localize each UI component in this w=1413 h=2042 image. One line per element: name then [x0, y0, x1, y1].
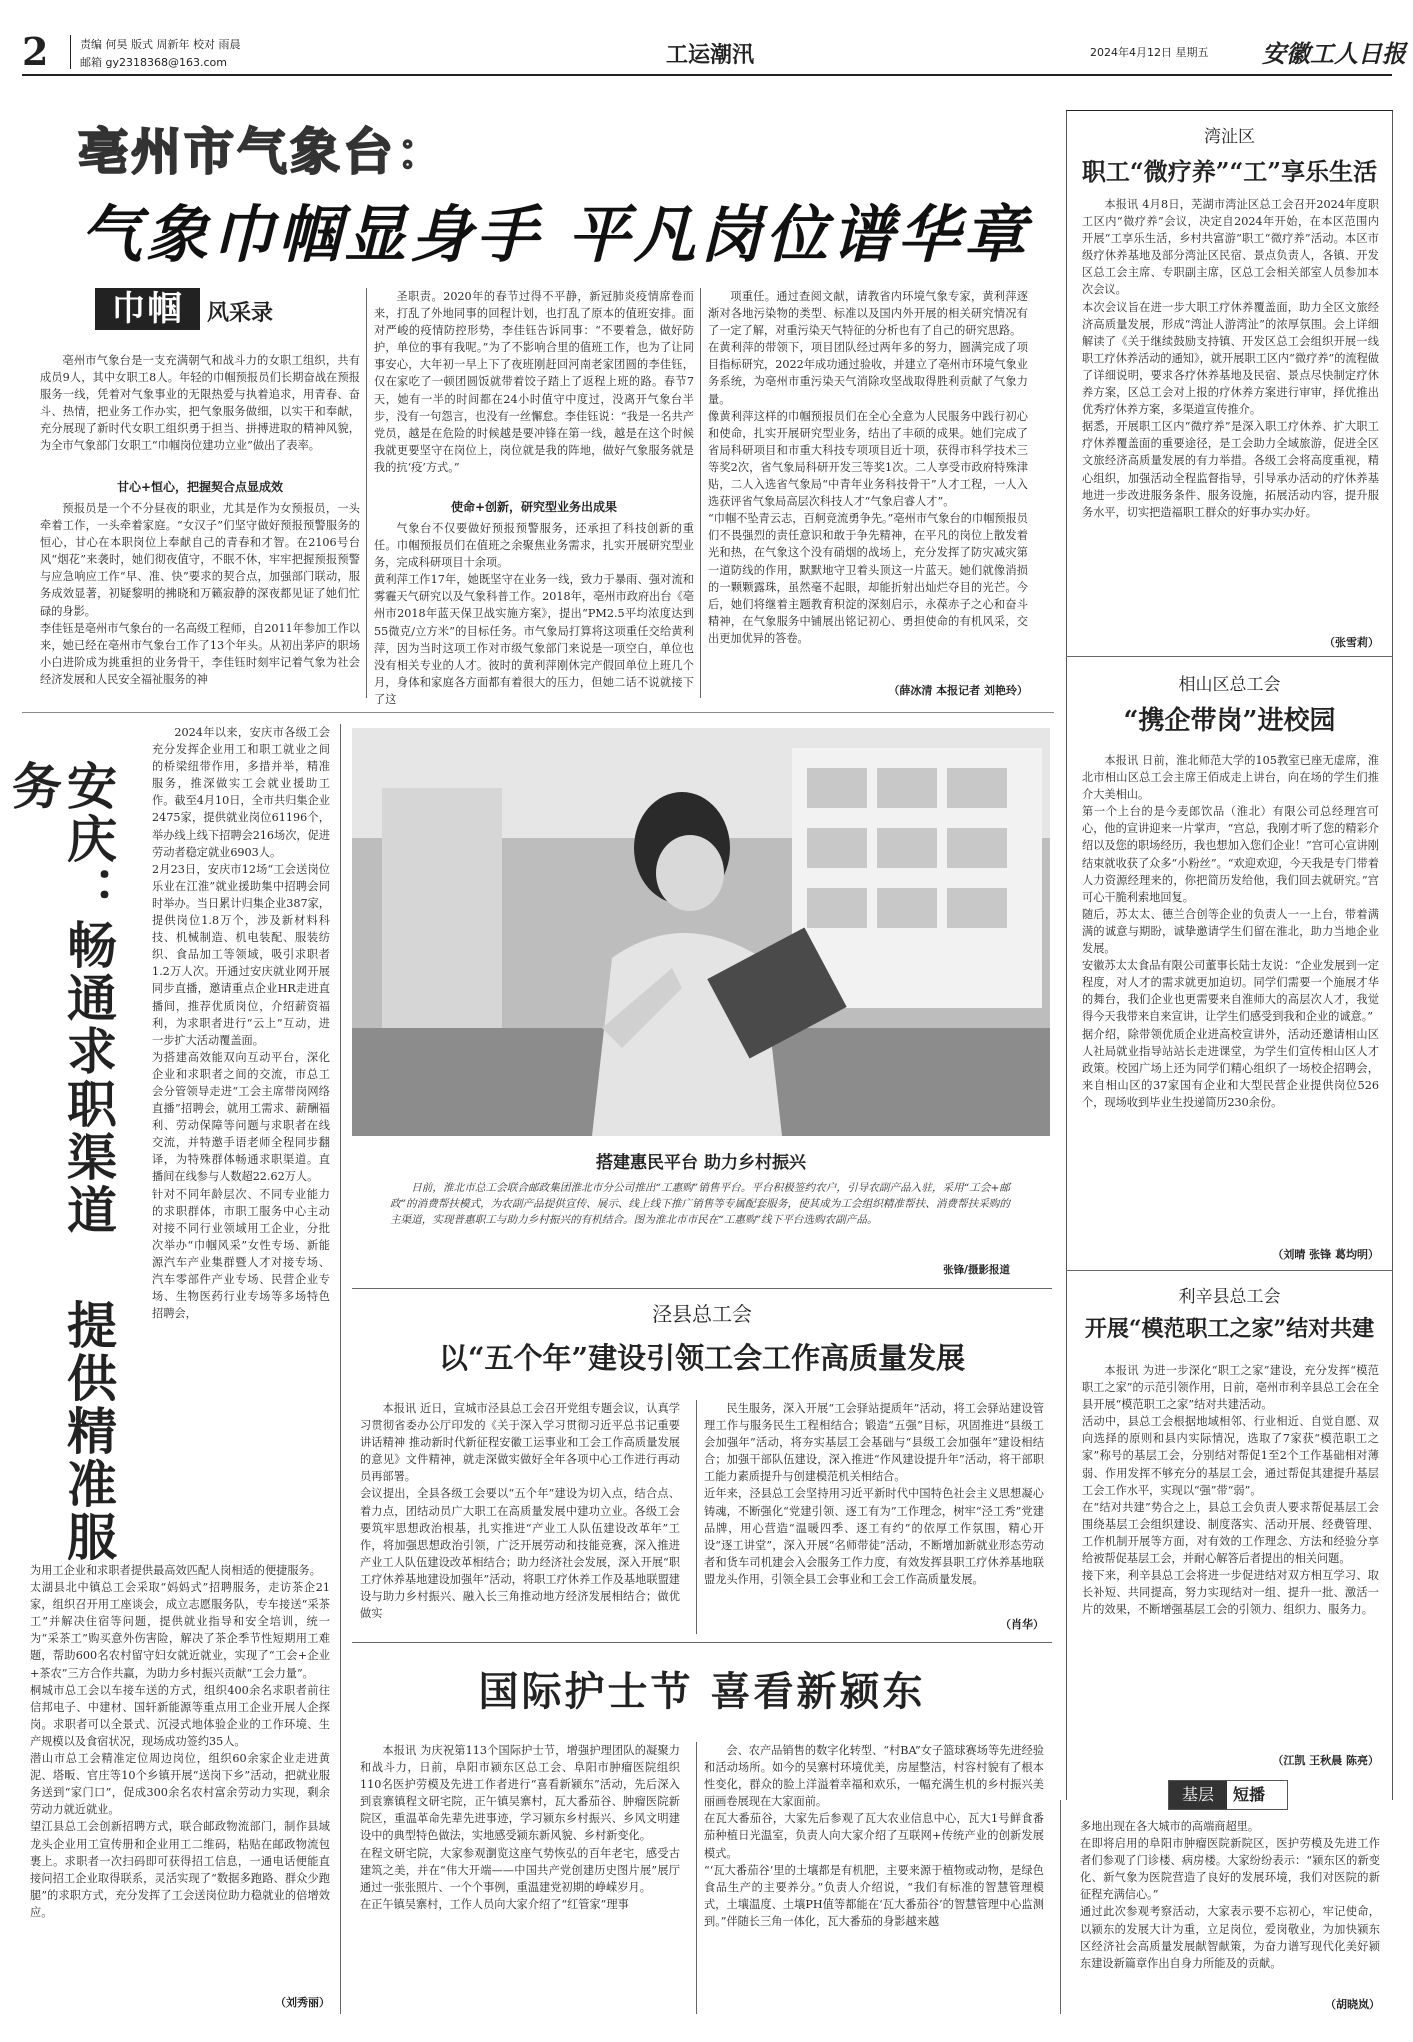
lead-kicker: 亳州市气象台：	[78, 123, 449, 181]
lixin-body: 本报讯 为进一步深化“职工之家”建设，充分发挥“模范职工之家”的示范引领作用，日前，亳州市利辛县总工会在全县开展“模范职工之家”结对共建活动。 活动中，县总工会根据地域相邻、行业相近、自觉自愿、双向选择的原则和县内实际情况，选取了7家获“模范职工之家”称号的基层工会，分别结对帮促1至2个工作基础相对薄弱、作用发挥不够充分的基层工会，通过帮促其建提升基层工会工作水平，实现以“强”带“弱”。 在“结对共建”势合之上，县总工会负责人要求帮促基层工会围绕基层工会组织建设、制度落实、活动开展、经费管理、工作机制开展等方面，对有效的工作理念、方法和经验分享给被帮促基层工会，并耐心解答后者提出的相关问题。 接下来，利辛县总工会将进一步促进结对双方相互学习、取长补短、共同提高，努力实现结对一组、提升一批、激活一片的效果，不断增强基层工会的引领力、组织力、服务力。	[1082, 1364, 1379, 1617]
news-photo	[352, 728, 1050, 1136]
lead-col2-body-2: 气象台不仅要做好预报预警服务，还承担了科技创新的重任。巾帼预报员们在值班之余聚焦业务需求，扎实开展研究型业务，完成科研项目十余项。 黄利萍工作17年，她既坚守在业务一线，致力于暴雨、强对流和雾霾天气研究以及气象科普工作。2018年，亳州市政府出台《亳州市2018年蓝天保卫战实施方案》，提出“PM2.5平均浓度达到55微克/立方米”的目标任务。市气象局打算将这项重任交给黄利萍，因为当时这项工作对市级气象部门来说是一项空白，单位也没有相关专业的人才。彼时的黄利萍刚休完产假回单位上班几个月，身体和家庭各方面都有着很大的压力，但她二话不说就接下了这	[374, 522, 694, 706]
jingxian-kicker: 泾县总工会	[652, 1302, 752, 1326]
xiangshan-body: 本报讯 日前，淮北师范大学的105教室已座无虚席，淮北市相山区总工会主席王佰成走上讲台，向在场的学生们推介大美相山。 第一个上台的是今麦郎饮品（淮北）有限公司总经理宫可心，他的宣讲迎来一片掌声，“宫总，我刚才听了您的精彩介绍以及您的职场经历，我也想加入您们企业！”宫可心宣讲刚结束就收获了众多“小粉丝”。“欢迎欢迎，今天我是专门带着人力资源经理来的，你把简历发给他，我们回去就研究。”宫可心干脆利索地回复。 随后，苏太太、德兰合创等企业的负责人一一上台，带着满满的诚意与期盼，诚挚邀请学生们留在淮北，助力当地企业发展。 安徽苏太太食品有限公司董事长陆士友说：“企业发展到一定程度，对人才的需求就更加迫切。同学们需要一个施展才华的舞台，我们企业也更需要来自淮师大的高层次人才，我觉得今天我带来自来宣讲，让学生们感受到我和企业的诚意。” 据介绍，除带领优质企业进高校宣讲外，活动还邀请相山区人社局就业指导站站长走进课堂，为学生们宣传相山区人才政策。校园广场上还为同学们精心组织了一场校企招聘会，来自相山区的37家国有企业和大型民营企业提供岗位526个，现场收到毕业生投递简历230余份。	[1082, 754, 1379, 1109]
wanzhi-kicker: 湾沚区	[1204, 127, 1255, 147]
photo-caption-body: 日前，淮北市总工会联合邮政集团淮北市分公司推出“工惠购”销售平台。平台积极签约农户，引导农副产品入驻，采用“工会+邮政”的消费帮扶模式，为农副产品提供宣传、展示、线上线下推广销售等专属配套服务，使其成为工会组织精准帮扶、消费帮扶采购的主渠道，实现普惠职工与助力乡村振兴的有机结合。图为淮北市市民在“工惠购”线下平台选购农副产品。	[390, 1182, 1010, 1226]
lead-subhead-2: 使命+创新，研究型业务出成果	[450, 500, 618, 514]
section-name: 工运潮汛	[665, 43, 754, 68]
issue-date: 2024年4月12日 星期五	[1090, 46, 1209, 59]
editors-line: 责编 何昊 版式 周新年 校对 雨晨	[80, 38, 241, 51]
lead-intro: 亳州市气象台是一支充满朝气和战斗力的女职工组织，共有成员9人，其中女职工8人。年轻的巾帼预报员们长期奋战在预报服务一线，凭着对气象事业的无限热爱与执着追求，用青春、奋斗、热情，把业务工作办实，把气象服务做细，以实干和奉献，充分展现了新时代女职工组织勇于担当、拼搏进取的精神风貌，为全市气象部门女职工“巾帼岗位建功立业”做出了表率。	[40, 354, 360, 453]
xiangshan-byline: （刘晴 张锋 葛均明）	[1272, 1248, 1379, 1261]
photo-credit: 张锋/摄影报道	[943, 1264, 1010, 1276]
jiceng-badge	[1168, 1780, 1288, 1810]
wanzhi-byline: （张雪莉）	[1324, 636, 1379, 649]
page-number: 2	[22, 29, 49, 74]
wanzhi-body: 本报讯 4月8日，芜湖市湾沚区总工会召开2024年度职工区内“微疗养”会议，决定自2024年开始，在本区范围内开展“工享乐生活，乡村共富游”职工“微疗养”活动。本区市级疗休养基地及部分湾沚区民宿、景点负责人，各镇、开发区总工会主席、专职副主席，区总工会相关部室人员参加本次会议。 本次会议旨在进一步大职工疗休养覆盖面，助力全区文旅经济高质量发展，形成“湾沚人游湾沚”的浓厚氛围。会上详细解读了《关于继续鼓励支持镇、开发区总工会组织开展一线职工疗休养活动的通知》，就开展职工区内“微疗养”的流程做了详细说明，要求各疗休养基地及民宿、景点尽快制定疗休养方案，区总工会对上报的疗休养方案进行审审，择优推出优秀疗休养方案，多渠道宣传推介。 据悉，开展职工区内“微疗养”是深入职工疗休养、扩大职工疗休养覆盖面的重要途径，是工会助力全域旅游，促进全区文旅经济高质量发展的有力举措。各级工会将高度重视，精心组织，加强活动全程监督指导，引导承办活动的疗休养基地进一步改进服务条件、服务设施，拓展活动内容，提升服务水平，切实把造福职工群众的好事办实办好。	[1082, 198, 1379, 519]
photo-caption-title: 搭建惠民平台 助力乡村振兴	[596, 1153, 806, 1173]
jingxian-byline: （肖华）	[1000, 1618, 1044, 1631]
lixin-kicker: 利辛县总工会	[1178, 1287, 1281, 1307]
badge-small: 风采录	[207, 301, 274, 326]
jingxian-title: 以“五个年”建设引领工会工作高质量发展	[438, 1341, 966, 1375]
jingxian-col2: 民生服务，深入开展“工会驿站提质年”活动，将工会驿站建设管理工作与服务民生工程相结合；锻造“五强”目标，巩固推进“县级工会加强年”活动，将夯实基层工会基础与“县级工会加强年”建设相结合；加强干部队伍建设，深入推进“作风建设提升年”活动，将干部职工能力素质提升与创建模范机关相结合。 近年来，泾县总工会坚持用习近平新时代中国特色社会主义思想凝心铸魂，不断强化“党建引领、逐工有为”工作理念，树牢“泾工秀”党建品牌，用心营造“温暖四季、逐工有约”的依厚工作氛围，精心开设“逐工讲堂”，深入开展“名师带徒”活动，不断增加新就业形态劳动者和货车司机建会入会服务工作力度，有效发挥县职工疗休养基地联盟龙头作用，引领全县工会事业和工会工作高质量发展。	[704, 1402, 1044, 1586]
lixin-title: 开展“模范职工之家”结对共建	[1084, 1316, 1375, 1342]
anqing-title: 安庆：畅通求职渠道 提供精准服务	[4, 760, 118, 1564]
nurse-col1: 本报讯 为庆祝第113个国际护士节，增强护理团队的凝聚力和战斗力，日前，阜阳市颍东区总工会、阜阳市肿瘤医院组织110名医护劳模及先进工作者进行“喜看新颍东”活动，先后深入到袁寨镇程文研宅院，正午镇吴寨村，瓦大番茄谷、肿瘤医院新院区，重温革命先辈先进事迹，学习颍东乡村振兴、乡风文明建设中的典型特色做法，实地感受颍东新风貌、乡村新变化。 在程文研宅院，大家参观瀏览这座气势恢弘的百年老宅，感受古建筑之美，并在“伟大开端——中国共产党创建历史图片展”展厅通过一张张照片、一个个事例，重温建党初期的峥嵘岁月。 在正午镇吴寨村，工作人员向大家介绍了“红管家”理事	[360, 1744, 680, 1911]
jingxian-col1: 本报讯 近日，宣城市泾县总工会召开党组专题会议，认真学习贯彻省委办公厅印发的《关于深入学习贯彻习近平总书记重要讲话精神 推动新时代新征程安徽工运事业和工会工作高质量发展的意见》文件精神，就走深做实做好全年各项中心工作进行再动员再部署。 会议提出，全县各级工会要以“五个年”建设为切入点，结合点、着力点，团结动员广大职工在高质量发展中建功立业。各级工会要筑牢思想政治根基，扎实推进“产业工人队伍建设改革年”工作，将加强思想政治引领，广泛开展劳动和技能竞赛，深入推进产业工人队伍建设改革相结合；助力经济社会发展，深入开展“职工疗休养基地建设加强年”活动，将职工疗休养工作及基地联盟建设与助力乡村振兴、融入长三角推动地方经济发展相结合；做优做实	[360, 1402, 680, 1621]
lead-col2-body: 圣职责。2020年的春节过得不平静，新冠肺炎疫情席卷而来，打乱了外地同事的回程计划，也打乱了原本的值班安排。面对严峻的疫情防控形势，李佳钰告诉同事：“不要着急，做好防护，单位的事有我呢。”为了不影响合里的值班工作，也为了让同事安心，大年初一早上下了夜班刚赶回河南老家团圆的李佳钰，仅在家吃了一顿团圆饭就带着饺子踏上了返程上班的路。春节7天，她有一半的时间都在24小时值守中度过，没离开气象台半步，没有一句怨言，也没有一丝懈怠。李佳钰说：“我是一名共产党员，越是在危险的时候越是要冲锋在第一线，越是在这个时候我就更要坚守在岗位上，岗位就是我的阵地，做好气象服务就是我的抗‘疫’方式。”	[374, 290, 694, 474]
lixin-byline: （江凯 王秋晨 陈亮）	[1272, 1754, 1379, 1767]
wanzhi-title: 职工“微疗养”“工”享乐生活	[1081, 157, 1378, 186]
badge-big: 巾帼	[95, 288, 200, 330]
anqing-byline: （刘秀丽）	[275, 1996, 330, 2009]
jinguo-badge	[95, 288, 320, 330]
badge-part-a: 基层	[1169, 1781, 1227, 1809]
xiangshan-kicker: 相山区总工会	[1178, 675, 1281, 695]
email-line: 邮箱 gy2318368@163.com	[80, 56, 227, 69]
anqing-wide: 为用工企业和求职者提供最高效匹配人岗相适的便捷服务。 太湖县北中镇总工会采取“妈妈式”招聘服务，走访茶企21家，组织召开用工座谈会，成立志愿服务队，专车接送“采茶工”并解决住宿等问题，提供就业指导和安全培训，统一为“采茶工”购买意外伤害险，解决了茶企季节性短期用工难题，帮助600名农村留守妇女就近就业，实现了“工会+企业+茶农”三方合作共赢，为助力乡村振兴贡献“工会力量”。 桐城市总工会以车接车送的方式，组织400余名求职者前往信邦电子、中建材、国轩新能源等重点用工企业开展人企探岗。求职者可以全景式、沉浸式地体验企业的工作环境、生产规模以及食宿状况，现场成功签约35人。 潜山市总工会精准定位周边岗位，组织60余家企业走进黄泥、塔畈、官庄等10个乡镇开展“送岗下乡”活动，把就业服务送到“家门口”，促成300余名农村富余劳动力实现，剩余劳动力就近就业。 望江县总工会创新招聘方式，联合邮政物流部门，制作县域龙头企业用工宣传册和企业用工二维码，粘贴在邮政物流包裹上。求职者一次扫码即可获得招工信息，一通电话便能直接问招工企业取得联系，灵活实现了“数据多跑路、群众少跑腿”的求职方式，充分发挥了工会送岗位助力稳就业的倍增效应。	[30, 1564, 330, 1919]
paper-name: 安徽工人日报	[1262, 39, 1406, 68]
nurse-title: 国际护士节 喜看新颍东	[478, 1668, 926, 1715]
lead-title: 气象巾帼显身手 平凡岗位谱华章	[80, 198, 1030, 271]
lead-col3-body: 项重任。通过查阅文献，请教省内环境气象专家，黄利萍逐渐对各地污染物的类型、标准以及国内外开展的相关研究情况有了一定了解，对重污染天气特征的分析也有了自己的研究思路。 在黄利萍的带领下，项目团队经过两年多的努力，圆满完成了项目指标研究，2022年成功通过验收，并建立了亳州市环境气象业务系统，为亳州市重污染天气消除攻坚战取得胜利贡献了气象力量。 像黄利萍这样的巾帼预报员们在全心全意为人民服务中践行初心和使命，扎实开展研究型业务，结出了丰硕的成果。她们完成了省局科研项目和市重大科技专项项目近十项，获得市科学技术三等奖2次，省气象局科研开发三等奖1次。二人享受市政府特殊津贴，二人入选省气象局“中青年业务科技骨干”人才工程，一人入选获评省气象局高层次科技人才“气象启睿人才”。 “巾帼不坠青云志，百舸竞流勇争先。”亳州市气象台的巾帼预报员们不畏强烈的责任意识和敢于争先精神，在平凡的岗位上散发着光和热，在气象这个没有硝烟的战场上，充分发挥了防灾减灾第一道防线的作用，默默地守卫着头顶这一片蓝天。她们就像消损的一颗颗露珠，虽然毫不起眼，却能折射出灿烂夺目的光芒。今后，她们将继着主题教育积淀的深刻启示，永葆赤子之心和奋斗精神，在气象服务中铺展出铭记初心、勇担使命的有机风采，交出更加优异的答卷。	[708, 290, 1028, 645]
nurse-col3: 多地出现在各大城市的高端商超里。 在即将启用的阜阳市肿瘤医院新院区，医护劳模及先进工作者们参观了门诊楼、病房楼。大家纷纷表示：“颍东区的新变化、新气象为医院营造了良好的发展环境，我们对医院的新征程充满信心。” 通过此次参观考察活动，大家表示要不忘初心，牢记使命，以颍东的发展大计为重，立足岗位，爱岗敬业，为加快颍东区经济社会高质量发展献智献策，为奋力谱写现代化美好颍东建设新篇章作出自身力所能及的贡献。	[1080, 1820, 1380, 1970]
lead-byline: （薛冰清 本报记者 刘艳玲）	[888, 684, 1028, 697]
lead-subhead-1: 甘心+恒心，把握契合点显成效	[116, 480, 284, 494]
xiangshan-title: “携企带岗”进校园	[1123, 706, 1336, 736]
photo-illustration	[352, 728, 1050, 1136]
badge-part-b: 短播	[1233, 1785, 1266, 1804]
lead-col1-body: 预报员是一个不分昼夜的职业，尤其是作为女预报员，一头牵着工作，一头牵着家庭。“女汉子”们坚守做好预报预警服务的恒心，甘心在本职岗位上奉献自己的青春和才智。在2106号台风“烟花”来袭时，她们彻夜值守，不眠不休，牢牢把握预报预警与应急响应工作“早、准、快”要求的契合点，加强部门联动，服务成效显著，初疑黎明的拂晓和万籁寂静的深夜都见证了她们忙碌的身影。 李佳钰是亳州市气象台的一名高级工程师，自2011年参加工作以来，她已经在亳州市气象台工作了13个年头。从初出茅庐的职场小白进阶成为挑重担的业务骨干，李佳钰时刻牢记着气象为社会经济发展和人民安全福祉服务的神	[40, 502, 360, 686]
anqing-narrow: 2024年以来，安庆市各级工会充分发挥企业用工和职工就业之间的桥梁纽带作用，多措并举，精准服务，推深做实工会就业援助工作。截至4月10日，全市共归集企业2475家，提供就业岗位61196个，举办线上线下招聘会216场次，促进劳动者稳定就业6903人。 2月23日，安庆市12场“工会送岗位 乐业在江淮”就业援助集中招聘会同时举办。当日累计归集企业387家，提供岗位1.8万个，涉及新材料科技、机械制造、机电装配、服装纺织、食品加工等领域，吸引求职者1.2万人次。开通过安庆就业网开展同步直播，邀请重点企业HR走进直播间，推荐优质岗位，介绍薪资福利，为求职者进行“云上”互动，进一步扩大活动覆盖面。 为搭建高效能双向互动平台，深化企业和求职者之间的交流，市总工会分管领导走进“工会主席带岗网络直播”招聘会，就用工需求、薪酬福利、劳动保障等问题与求职者在线交流，并特邀手语老师全程同步翻译，为特殊群体畅通求职渠道。直播间在线参与人数超22.62万人。 针对不同年龄层次、不同专业能力的求职群体，市职工服务中心主动对接不同行业领域用工企业，分批次举办“巾帼风采”女性专场、新能源汽车产业集群暨人才对接专场、汽车零部件产业专场、民营企业专场、生物医药行业专场等多场特色招聘会，	[152, 726, 330, 1321]
nurse-byline: （胡晓岚）	[1325, 1998, 1380, 2011]
nurse-col2: 会、农产品销售的数字化转型、“村BA”女子篮球赛场等先进经验和活动场所。如今的吴寨村环境优美，房屋整洁，村容村貌有了根本性变化，群众的脸上洋溢着幸福和欢乐，一幅充满生机的乡村振兴美丽画卷展现在大家面前。 在瓦大番茄谷，大家先后参观了瓦大农业信息中心，瓦大1号鲜食番茄种植日光温室，负责人向大家介绍了互联网+传统产业的创新发展模式。 “‘瓦大番茄谷’里的土壤都是有机肥，主要来源于植物或动物，是绿色食品生产的主要养分。”负责人介绍说，“我们有标准的智慧管理模式，土壤温度、土壤PH值等都能在‘瓦大番茄谷’的智慧管理中心监测到。”伴随长三角一体化，瓦大番茄的身影越来越	[704, 1744, 1044, 1928]
